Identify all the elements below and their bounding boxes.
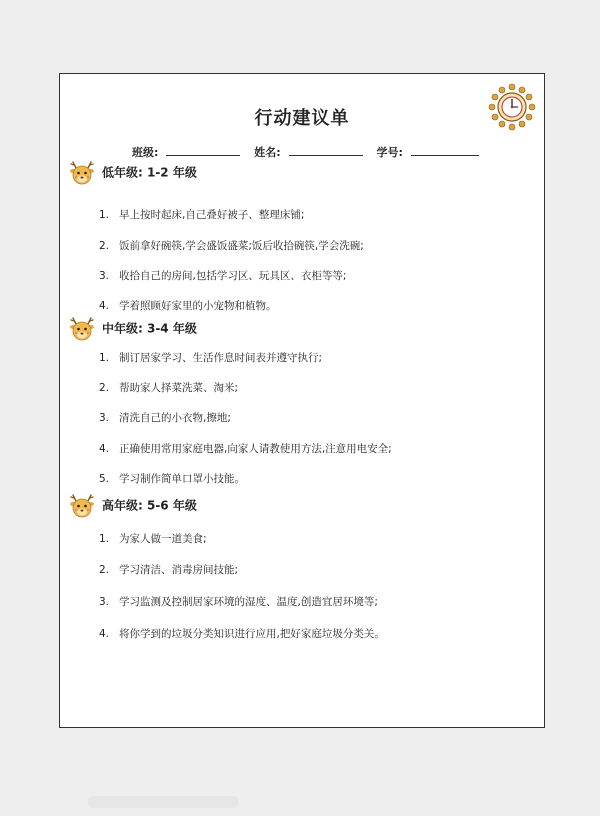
list-item: 2. 学习清洁、消毒房间技能;: [99, 564, 239, 576]
student-info-row: [132, 144, 479, 160]
list-item: 5. 学习制作简单口罩小技能。: [99, 473, 245, 485]
deer-icon: [68, 492, 96, 520]
list-item: 4. 将你学到的垃圾分类知识进行应用,把好家庭垃圾分类关。: [99, 628, 385, 640]
section-heading-label: 高年级: 5-6 年级: [102, 498, 197, 513]
list-item: 3. 收拾自己的房间,包括学习区、玩具区、衣柜等等;: [99, 270, 347, 282]
section-heading-lower-grade: [68, 159, 197, 187]
section-heading-label: 中年级: 3-4 年级: [102, 321, 197, 336]
list-item: 3. 清洗自己的小衣物,擦地;: [99, 412, 231, 424]
list-item: 2. 帮助家人择菜洗菜、淘米;: [99, 382, 239, 394]
class-blank-line[interactable]: [166, 145, 240, 156]
name-blank-line[interactable]: [289, 145, 363, 156]
section-heading-upper-grade: [68, 492, 197, 520]
list-item: 1. 制订居家学习、生活作息时间表并遵守执行;: [99, 352, 323, 364]
list-item: 4. 学着照顾好家里的小宠物和植物。: [99, 300, 277, 312]
class-label: 班级:: [132, 146, 159, 159]
document-page: [59, 73, 545, 728]
name-label: 姓名:: [254, 146, 281, 159]
student-id-blank-line[interactable]: [411, 145, 479, 156]
background-blur: [88, 796, 238, 808]
section-heading-middle-grade: [68, 315, 197, 343]
student-id-label: 学号:: [376, 146, 403, 159]
list-item: 2. 饭前拿好碗筷,学会盛饭盛菜;饭后收拾碗筷,学会洗碗;: [99, 240, 364, 252]
deer-icon: [68, 315, 96, 343]
list-item: 1. 早上按时起床,自己叠好被子、整理床铺;: [99, 209, 305, 221]
list-item: 4. 正确使用常用家庭电器,向家人请教使用方法,注意用电安全;: [99, 443, 392, 455]
page-title: 行动建议单: [254, 108, 350, 129]
section-heading-label: 低年级: 1-2 年级: [102, 165, 197, 180]
list-item: 1. 为家人做一道美食;: [99, 533, 207, 545]
list-item: 3. 学习监测及控制居家环境的湿度、温度,创造宜居环境等;: [99, 596, 378, 608]
deer-icon: [68, 159, 96, 187]
